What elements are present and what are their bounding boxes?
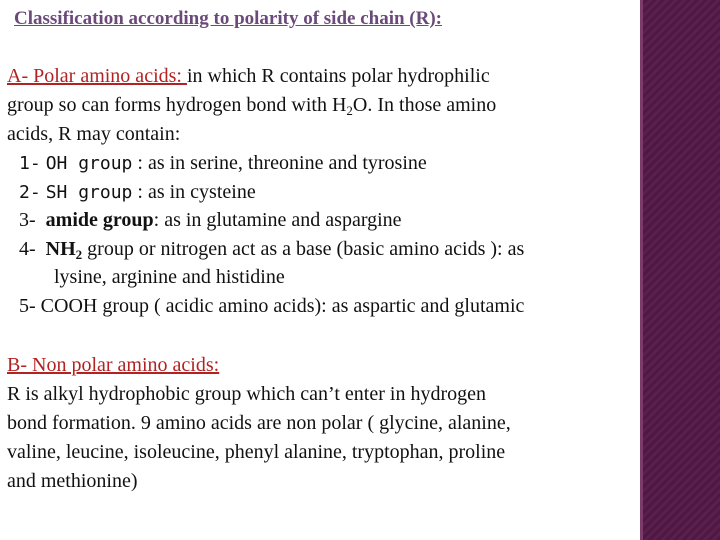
section-b-line-3: valine, leucine, isoleucine, phenyl alanine, tryptophan, proline xyxy=(7,441,506,463)
list-item-4 xyxy=(19,237,524,261)
list-item-4-continued: lysine, arginine and histidine xyxy=(54,266,285,288)
item-group: COOH xyxy=(40,295,98,317)
section-b-heading-text: B- Non polar amino acids: xyxy=(7,354,220,376)
slide-title: Classification according to polarity of side chain (R): xyxy=(14,8,443,29)
section-a-line-3: acids, R may contain: xyxy=(7,123,181,145)
section-a-heading: A- Polar amino acids: xyxy=(7,65,187,87)
list-item-2 xyxy=(19,180,256,205)
section-b-line-1: R is alkyl hydrophobic group which can’t enter in hydrogen xyxy=(7,383,486,405)
decorative-stripe-edge xyxy=(640,0,643,540)
item-number: 4- xyxy=(19,238,36,260)
section-b-line-2: bond formation. 9 amino acids are non polar ( glycine, alanine, xyxy=(7,412,511,434)
item-text: : as in glutamine and aspargine xyxy=(153,209,402,231)
item-group: OH group xyxy=(45,153,133,174)
nh2-subscript: 2 xyxy=(75,247,83,262)
item-number: 1- xyxy=(19,153,41,174)
item-text: : as in cysteine xyxy=(132,181,256,203)
item-group: SH group xyxy=(45,182,133,203)
decorative-side-stripe xyxy=(640,0,720,540)
item-text: : as in serine, threonine and tyrosine xyxy=(132,152,427,174)
item-group: NH xyxy=(45,238,76,260)
section-a-line-2 xyxy=(7,93,496,117)
section-b-heading xyxy=(7,353,219,377)
list-item-5 xyxy=(19,294,524,318)
list-item-1 xyxy=(19,151,427,176)
section-a-intro-2a: group so can forms hydrogen bond with H xyxy=(7,94,347,116)
h2o-subscript: 2 xyxy=(346,103,353,118)
item-group: amide group xyxy=(45,209,154,231)
item-text: group ( acidic amino acids): as aspartic and glutamic xyxy=(97,295,525,317)
section-a-line-1 xyxy=(7,64,490,88)
section-b-line-4: and methionine) xyxy=(7,470,138,492)
item-text: group or nitrogen act as a base (basic amino acids ): as xyxy=(82,238,525,260)
item-number: 3- xyxy=(19,209,36,231)
section-a-intro-1: in which R contains polar hydrophilic xyxy=(186,65,490,87)
section-a-intro-2b: O. In those amino xyxy=(352,94,497,116)
item-number: 5- xyxy=(19,295,36,317)
list-item-3 xyxy=(19,208,402,232)
item-number: 2- xyxy=(19,182,41,203)
